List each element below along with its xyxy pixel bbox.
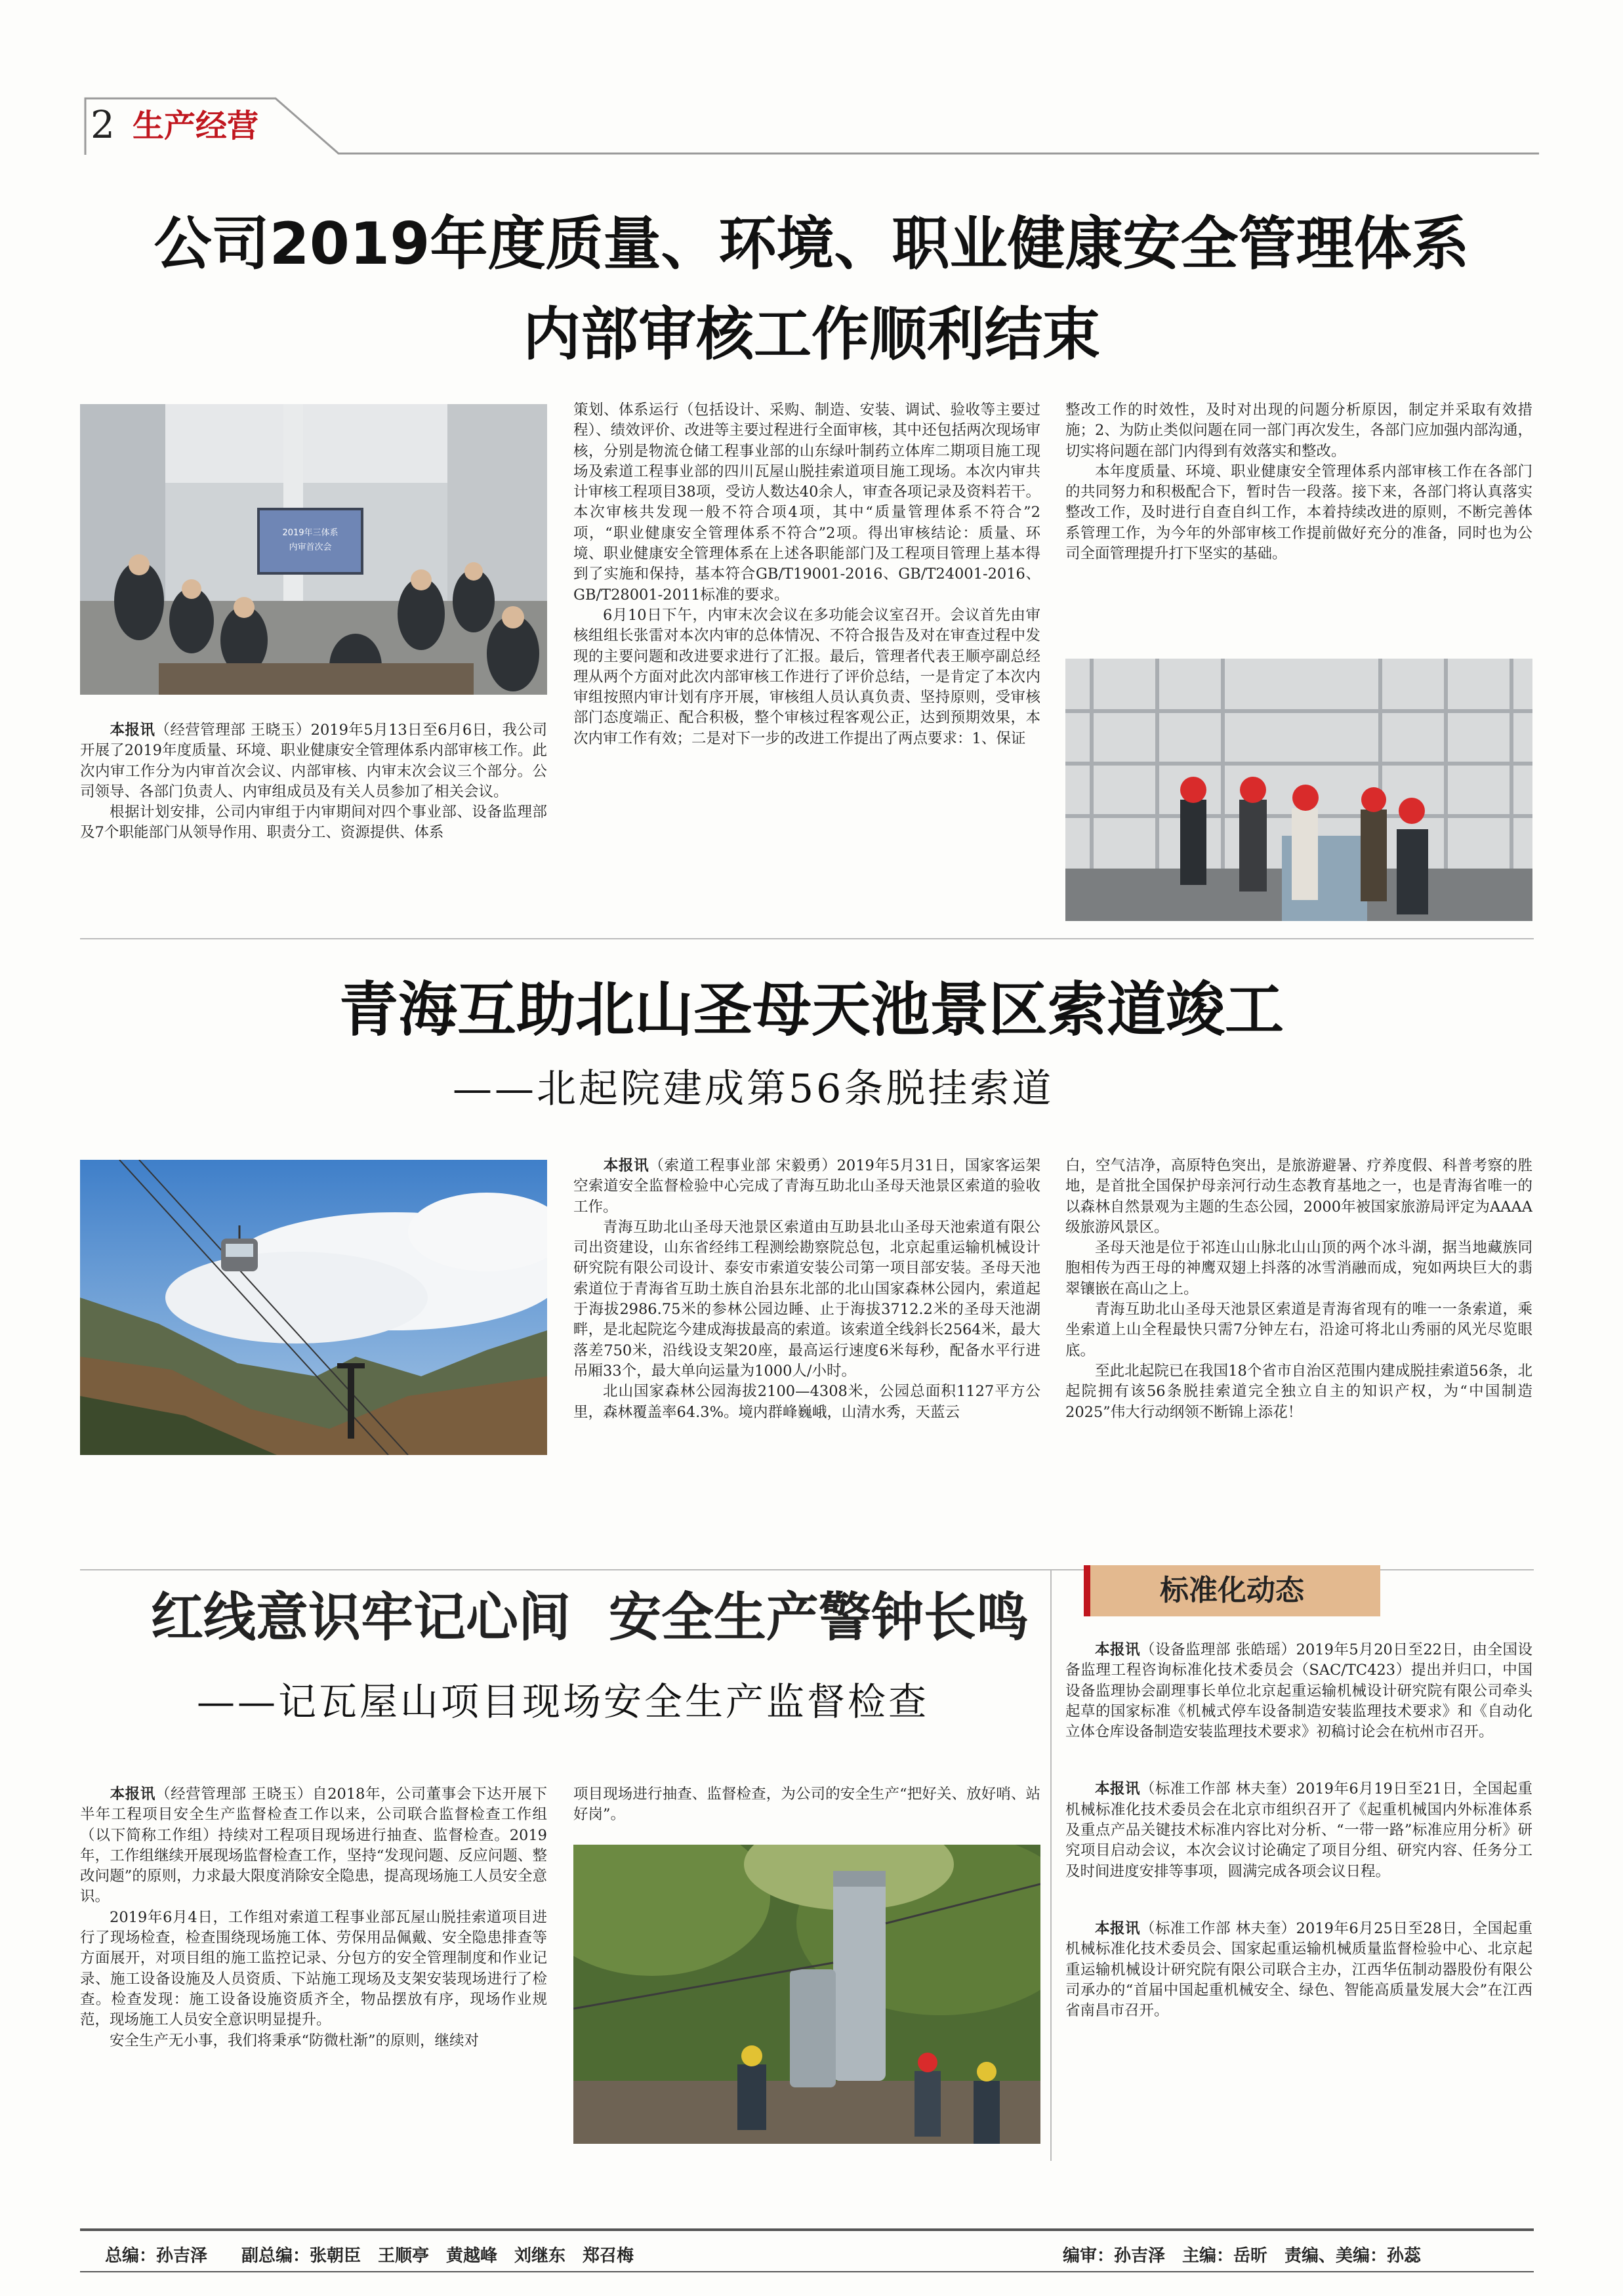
page-header	[0, 85, 1623, 157]
article3-para: 2019年6月4日，工作组对索道工程事业部瓦屋山脱挂索道项目进行了现场检查，检查围绕现场施工体、劳保用品佩戴、安全隐患排查等方面展开，对项目组的施工监控记录、分包方的安全管理制度和作业记录、施工设备设施及人员资质、下站施工现场及支架安装现场进行了检查。检查发现：施工设备设施资质齐全，物品摆放有序，现场作业规范，现场施工人员安全意识明显提升。	[80, 1908, 547, 2029]
article3-subtitle: ——记瓦屋山项目现场安全生产监督检查	[197, 1679, 930, 1724]
article3-para: 安全生产无小事，我们将秉承“防微杜渐”的原则，继续对	[110, 2032, 480, 2049]
article1-column-2	[573, 400, 1040, 917]
article2-subtitle: ——北起院建成第56条脱挂索道	[453, 1066, 1054, 1112]
screen-text-1: 2019年三体系	[282, 528, 339, 538]
article1-para: 整改工作的时效性，及时对出现的问题分析原因，制定并采取有效措施；2、为防止类似问题在同一部门再次发生，各部门应加强内部沟通，切实将问题在部门内得到有效落实和整改。	[1065, 401, 1532, 460]
article1-title-line2: 内部审核工作顺利结束	[522, 300, 1100, 368]
header-rule	[84, 97, 1540, 157]
standardization-column	[1065, 1640, 1532, 2158]
article1-para: 6月10日下午，内审末次会议在多功能会议室召开。会议首先由审核组组长张雷对本次内审的总体情况、不符合报告及对在审查过程中发现的主要问题和改进要求进行了汇报。最后，管理者代表王顺亭副总经理从两个方面对此次内部审核工作进行了评价总结，一是肯定了本次内审组按照内审计划有序开展，审核组人员认真负责、坚持原则，受审核部门态度端正、配合积极，整个审核过程客观公正，达到预期效果，本次内审工作有效；二是对下一步的改进工作提出了两点要求：1、保证	[573, 606, 1040, 747]
article1-title-line1: 公司2019年度质量、环境、职业健康安全管理体系	[154, 210, 1469, 277]
article3-para: 项目现场进行抽查、监督检查，为公司的安全生产“把好关、放好哨、站好岗”。	[573, 1786, 1040, 1824]
footer-left: 总编：孙吉泽 副总编：张朝臣 王顺亭 黄越峰 刘继东 郑召梅	[105, 2246, 634, 2266]
article3-title: 红线意识牢记心间 安全生产警钟长鸣	[151, 1587, 1029, 1648]
page-number: 2	[91, 102, 115, 147]
article1-para: 根据计划安排，公司内审组于内审期间对四个事业部、设备监理部及7个职能部门从领导作用、职责分工、资源提供、体系	[80, 804, 547, 842]
footer-rule-bottom	[80, 2271, 1534, 2272]
article1-para: 策划、体系运行（包括设计、采购、制造、安装、调试、验收等主要过程）、绩效评价、改进等主要过程进行全面审核，其中还包括两次现场审核，分别是物流仓储工程事业部的山东绿叶制药立体库二期项目施工现场及索道工程事业部的四川瓦屋山脱挂索道项目施工现场。本次内审共计审核工程项目38项，受访人数达40余人，审查各项记录及资料若干。本次审核共发现一般不符合项4项，其中“质量管理体系不符合”2项，“职业健康安全管理体系不符合”2项。得出审核结论：质量、环境、职业健康安全管理体系在上述各职能部门及工程项目管理上基本得到了实施和保持，基本符合GB/T19001-2016、GB/T24001-2016、GB/T28001-2011标准的要求。	[573, 401, 1040, 604]
article2-para: 青海互助北山圣母天池景区索道是青海省现有的唯一一条索道，乘坐索道上山全程最快只需7分钟左右，沿途可将北山秀丽的风光尽览眼底。	[1065, 1301, 1532, 1359]
section-label: 生产经营	[133, 108, 259, 144]
article1-column-1	[80, 720, 547, 917]
article3-column-1	[80, 1784, 547, 2139]
article1-para: 本报讯（经营管理部 王晓玉）2019年5月13日至6月6日，我公司开展了2019年度质量、环境、职业健康安全管理体系内部审核工作。此次内审工作分为内审首次会议、内部审核、内审末次会议三个部分。公司领导、各部门负责人、内审组成员及有关人员参加了相关会议。	[80, 722, 547, 800]
divider	[80, 938, 1534, 939]
footer-right: 编审：孙吉泽 主编：岳昕 责编、美编：孙蕊	[1063, 2246, 1422, 2266]
article2-title: 青海互助北山圣母天池景区索道竣工	[339, 975, 1284, 1044]
warehouse-inspection-photo	[1065, 659, 1532, 921]
article1-para: 本年度质量、环境、职业健康安全管理体系内部审核工作在各部门的共同努力和积极配合下，暂时告一段落。接下来，各部门将认真落实整改工作，及时进行自查自纠工作，本着持续改进的原则，不断完善体系管理工作，为今年的外部审核工作提前做好充分的准备，同时也为公司全面管理提升打下坚实的基础。	[1065, 462, 1532, 563]
article3-column-2	[573, 1784, 1040, 1830]
cable-car-photo	[80, 1160, 547, 1455]
footer-rule-top	[80, 2228, 1534, 2231]
article2-column-1	[573, 1156, 1040, 1577]
article2-para: 圣母天池是位于祁连山山脉北山山顶的两个冰斗湖，据当地藏族同胞相传为西王母的神鹰双翅上抖落的冰雪消融而成，宛如两块巨大的翡翠镶嵌在高山之上。	[1065, 1239, 1532, 1298]
article1-column-3	[1065, 400, 1532, 649]
std-item: 本报讯（标准工作部 林夫奎）2019年6月19日至21日，全国起重机械标准化技术委员会在北京市组织召开了《起重机械国内外标准体系及重点产品关键技术标准内容比对分析、“一带一路”标准应用分析》研究项目启动会议，本次会议讨论确定了项目分组、研究内容、任务分工及时间进度安排等事项，圆满完成各项会议日程。	[1065, 1780, 1532, 1880]
std-item: 本报讯（设备监理部 张皓瑶）2019年5月20日至22日，由全国设备监理工程咨询标准化技术委员会（SAC/TC423）提出并归口，中国设备监理协会副理事长单位北京起重运输机械设计研究院有限公司牵头起草的国家标准《机械式停车设备制造安装监理技术要求》和《自动化立体仓库设备制造安装监理技术要求》初稿讨论会在杭州市召开。	[1065, 1641, 1532, 1741]
article2-para: 北山国家森林公园海拔2100—4308米，公园总面积1127平方公里，森林覆盖率64.3%。境内群峰巍峨，山清水秀，天蓝云	[573, 1383, 1040, 1421]
construction-site-photo	[573, 1845, 1040, 2144]
vertical-divider	[1050, 1570, 1052, 2161]
article2-para: 青海互助北山圣母天池景区索道由互助县北山圣母天池索道有限公司出资建设，山东省经纬工程测绘勘察院总包，北京起重运输机械设计研究院有限公司设计、泰安市索道安装公司第一项目部安装。圣母天池索道位于青海省互助土族自治县东北部的北山国家森林公园内，索道起于海拔2986.75米的参林公园边睡、止于海拔3712.2米的圣母天池湖畔，是北起院迄今建成海拔最高的索道。该索道全线斜长2564米，最大落差750米，沿线设支架20座，最高运行速度6米每秒，配备水平行进吊厢33个，最大单向运量为1000人/小时。	[573, 1218, 1040, 1380]
article2-column-2	[1065, 1156, 1532, 1497]
article3-para: 本报讯（经营管理部 王晓玉）自2018年，公司董事会下达开展下半年工程项目安全生产监督检查工作以来，公司联合监督检查工作组（以下简称工作组）持续对工程项目现场进行抽查、监督检查。2019年，工作组继续开展现场监督检查工作，坚持“发现问题、反应问题、整改问题”的原则，力求最大限度消除安全隐患，提高现场施工人员安全意识。	[80, 1786, 547, 1906]
article2-para: 至此北起院已在我国18个省市自治区范围内建成脱挂索道56条，北起院拥有该56条脱挂索道完全独立自主的知识产权，为“中国制造2025”伟大行动纲领不断锦上添花！	[1065, 1362, 1532, 1421]
standardization-title: 标准化动态	[1160, 1574, 1304, 1607]
article2-para: 本报讯（索道工程事业部 宋毅勇）2019年5月31日，国家客运架空索道安全监督检验中心完成了青海互助北山圣母天池景区索道的验收工作。	[573, 1157, 1040, 1216]
std-item: 本报讯（标准工作部 林夫奎）2019年6月25日至28日，全国起重机械标准化技术委员会、国家起重运输机械质量监督检验中心、北京起重运输机械设计研究院有限公司联合主办，江西华伍制动器股份有限公司承办的“首届中国起重机械安全、绿色、智能高质量发展大会”在江西省南昌市召开。	[1065, 1919, 1532, 2020]
meeting-photo	[80, 404, 547, 695]
article2-para: 白，空气洁净，高原特色突出，是旅游避暑、疗养度假、科普考察的胜地，是首批全国保护母亲河行动生态教育基地之一，也是青海省唯一的以森林自然景观为主题的生态公园，2000年被国家旅游局评定为AAAA级旅游风景区。	[1065, 1157, 1532, 1236]
screen-text-2: 内审首次会	[289, 543, 332, 552]
